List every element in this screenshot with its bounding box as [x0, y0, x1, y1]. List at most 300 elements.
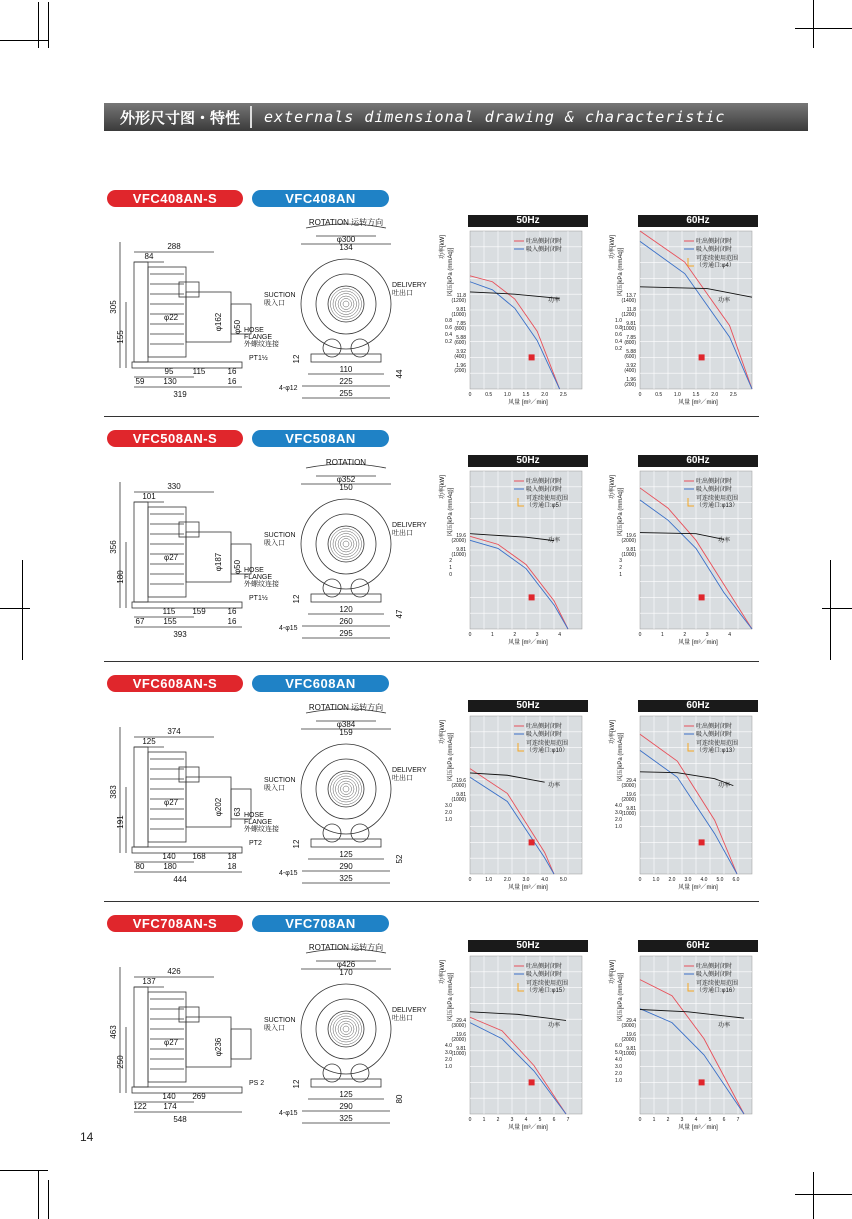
front-base: [311, 594, 381, 602]
power-tick-label: 1.0: [445, 817, 452, 823]
power-tick-label: 3.0: [615, 810, 622, 816]
dim-base2: 225: [339, 377, 353, 386]
y-tick-label: (200): [624, 382, 636, 388]
operating-point: [699, 354, 705, 360]
y-tick-label: 7.85: [456, 321, 466, 327]
base-plate: [132, 847, 242, 853]
dim-h2: 180: [116, 570, 125, 584]
side-impeller-housing: [148, 267, 186, 357]
dim-base1: 125: [339, 1090, 353, 1099]
flange-label: FLANGE: [244, 574, 273, 581]
legend-label: 吐出侧封闭时: [696, 724, 733, 730]
x-tick-label: 0: [638, 1117, 642, 1123]
rotation-label: ROTATION 运转方向: [308, 218, 384, 227]
y-tick-label: 5.88: [456, 335, 466, 341]
range-label: 可连续使用范围: [526, 496, 569, 502]
x-tick-label: 3: [705, 632, 709, 638]
x-tick-label: 2.5: [729, 392, 737, 398]
power-tick-label: 6.0: [615, 1043, 622, 1049]
dimensional-drawing-wrap: [104, 452, 434, 657]
power-axis-label: 功率[kW]: [610, 720, 616, 744]
x-tick-label: 1.5: [522, 392, 530, 398]
thread-label: 外螺纹连接: [244, 826, 279, 833]
y-tick-label: 19.6: [456, 533, 466, 539]
legend-label: 吸入侧封闭时: [526, 732, 563, 738]
y-tick-label: (2000): [621, 797, 636, 803]
dim-width-top: 330: [167, 482, 181, 491]
crop-mark: [48, 1180, 49, 1219]
power-tick-label: 2.0: [615, 817, 622, 823]
y-tick-label: 29.4: [626, 778, 636, 784]
y-tick-label: 19.6: [626, 1032, 636, 1038]
base-plate: [132, 602, 242, 608]
x-tick-label: 3.0: [522, 877, 530, 883]
range-label: 可连续使用范围: [696, 741, 739, 747]
side-housing: [134, 502, 148, 602]
range-label: 可连续使用范围: [696, 256, 739, 262]
dim-foot: 47: [395, 609, 404, 619]
page-number: 14: [80, 1130, 94, 1144]
legend-label: 吸入侧封闭时: [526, 972, 563, 978]
y-tick-label: (400): [454, 354, 466, 360]
dim-width-top: 374: [167, 727, 181, 736]
front-housing: [301, 984, 391, 1074]
motor-body: [186, 1017, 231, 1067]
dim-left-top: 84: [144, 252, 154, 261]
header-title-en: externals dimensional drawing & characteristic: [264, 108, 726, 126]
dim-c2: 174: [163, 1102, 177, 1111]
crop-mark: [813, 1172, 814, 1219]
side-housing: [134, 747, 148, 847]
y-tick-label: 19.6: [456, 778, 466, 784]
hose-label: HOSE: [244, 567, 264, 574]
dim-base2: 290: [339, 1102, 353, 1111]
dim-base3: 295: [339, 629, 353, 638]
y-tick-label: (2000): [451, 1037, 466, 1043]
x-tick-label: 4: [558, 632, 561, 638]
dim-base3: 255: [339, 389, 353, 398]
legend-label: 吸入侧封闭时: [696, 487, 733, 493]
dimensional-drawing-wrap: [104, 937, 434, 1142]
rotation-label: ROTATION 运转方向: [308, 703, 384, 712]
x-axis-label: 风量 [m³／min]: [678, 885, 718, 891]
pt-label: PT1½: [249, 595, 268, 602]
legend-label: 吐出侧封闭时: [696, 479, 733, 485]
y-tick-label: (1000): [451, 1051, 466, 1057]
power-tick-label: 1.0: [615, 318, 622, 324]
power-tick-label: 0.2: [445, 339, 452, 345]
legend-label: 吐出侧封闭时: [696, 239, 733, 245]
legend-label: 吐出侧封闭时: [696, 964, 733, 970]
model-s-badge: VFC508AN-S: [107, 430, 243, 447]
power-tick-label: 0.2: [615, 346, 622, 352]
x-tick-label: 2: [513, 632, 517, 638]
crop-mark: [830, 560, 831, 660]
operating-point: [529, 354, 535, 360]
crop-mark: [38, 1170, 39, 1219]
pt-label: PT1½: [249, 355, 268, 362]
dim-outer-dia: φ300: [336, 235, 356, 244]
x-tick-label: 2.0: [541, 392, 549, 398]
dim-base2: 290: [339, 862, 353, 871]
chart-plot: [468, 952, 588, 1145]
dim-c1: 122: [133, 1102, 147, 1111]
y-tick-label: (1000): [621, 552, 636, 558]
legend-label: 吐出侧封闭时: [526, 479, 563, 485]
range-label: 可连续使用范围: [526, 981, 569, 987]
chart-axis-labels: [608, 227, 640, 420]
legend-label: 吸入侧封闭时: [696, 732, 733, 738]
y-tick-label: (400): [624, 368, 636, 374]
power-label: 功率: [718, 298, 731, 305]
range-label: （旁通口:φ10）: [526, 748, 569, 754]
dim-v12: 12: [292, 354, 301, 364]
x-tick-label: 3: [680, 1117, 684, 1123]
pressure-axis-label: 风压[kPa (mmAq)]: [448, 972, 454, 1022]
dim-center-w: 159: [339, 728, 353, 737]
dim-outer-dia: φ426: [336, 960, 356, 969]
y-tick-label: (2000): [451, 783, 466, 789]
front-housing: [301, 499, 391, 589]
x-axis-label: 风量 [m³／min]: [508, 400, 548, 406]
chart-frequency-label: 60Hz: [638, 215, 758, 227]
y-tick-label: (1000): [451, 312, 466, 318]
x-tick-label: 3.0: [684, 877, 692, 883]
x-tick-label: 4: [694, 1117, 698, 1123]
crop-mark: [0, 608, 30, 609]
dim-b1: 140: [162, 1092, 176, 1101]
dim-d1: φ162: [214, 312, 223, 332]
x-tick-label: 2: [496, 1117, 500, 1123]
dim-pipe: φ27: [164, 798, 179, 807]
delivery-cn-label: 吐出口: [392, 530, 413, 537]
power-tick-label: 0.8: [615, 325, 622, 331]
y-tick-label: (2000): [451, 538, 466, 544]
legend-label: 吸入侧封闭时: [696, 247, 733, 253]
performance-chart: [638, 215, 758, 420]
crop-mark: [0, 1170, 48, 1171]
power-tick-label: 3.0: [615, 1064, 622, 1070]
dim-pipe: φ27: [164, 553, 179, 562]
chart-axis-labels: [438, 712, 470, 905]
section-header-bar: [104, 103, 808, 131]
pressure-axis-label: 风压[kPa (mmAq)]: [618, 732, 624, 782]
x-axis-label: 风量 [m³／min]: [508, 640, 548, 646]
dim-base1: 110: [339, 365, 353, 374]
y-tick-label: 11.8: [626, 307, 636, 313]
front-base: [311, 354, 381, 362]
suction-label: SUCTION: [264, 1017, 296, 1024]
y-tick-label: (800): [624, 340, 636, 346]
dim-pipe: φ27: [164, 1038, 179, 1047]
dim-c1: 59: [135, 377, 145, 386]
y-tick-label: 9.81: [456, 1046, 466, 1052]
dim-left-top: 137: [142, 977, 156, 986]
delivery-label: DELIVERY: [392, 282, 427, 289]
front-housing: [301, 744, 391, 834]
chart-frequency-label: 50Hz: [468, 455, 588, 467]
suction-label: SUCTION: [264, 532, 296, 539]
pressure-axis-label: 风压[kPa (mmAq)]: [618, 247, 624, 297]
dim-b2: 269: [192, 1092, 206, 1101]
x-axis-label: 风量 [m³／min]: [678, 1125, 718, 1131]
dim-left-top: 101: [142, 492, 156, 501]
side-housing: [134, 987, 148, 1087]
x-tick-label: 6.0: [732, 877, 740, 883]
x-tick-label: 1: [661, 632, 664, 638]
y-tick-label: (200): [454, 368, 466, 374]
rotation-label: ROTATION 运转方向: [308, 943, 384, 952]
x-tick-label: 0: [638, 632, 642, 638]
x-tick-label: 4.0: [700, 877, 708, 883]
power-tick-label: 4.0: [445, 1043, 452, 1049]
dim-b1: 140: [162, 852, 176, 861]
x-tick-label: 0.5: [485, 392, 493, 398]
model-s-badge: VFC408AN-S: [107, 190, 243, 207]
hose-label: HOSE: [244, 812, 264, 819]
y-tick-label: 9.81: [626, 806, 636, 812]
y-tick-label: (1000): [621, 1051, 636, 1057]
power-label: 功率: [718, 783, 731, 790]
model-badge: VFC508AN: [252, 430, 389, 447]
range-label: 可连续使用范围: [526, 741, 569, 747]
dim-bolt: 4-φ15: [279, 625, 298, 632]
dim-outer-dia: φ384: [336, 720, 356, 729]
crop-mark: [822, 608, 852, 609]
dim-b2: 159: [192, 607, 206, 616]
legend-label: 吸入侧封闭时: [696, 972, 733, 978]
model-badge: VFC608AN: [252, 675, 389, 692]
side-impeller-housing: [148, 752, 186, 842]
chart-axis-labels: [438, 227, 470, 420]
thread-label: 外螺纹连接: [244, 341, 279, 348]
range-label: （旁通口:φ13）: [696, 503, 739, 509]
power-tick-label: 3: [619, 558, 622, 564]
dim-base2: 260: [339, 617, 353, 626]
x-axis-label: 风量 [m³／min]: [678, 400, 718, 406]
pt-label: PT2: [249, 840, 262, 847]
operating-point: [529, 594, 535, 600]
hose-label: HOSE: [244, 327, 264, 334]
x-tick-label: 6: [552, 1117, 556, 1123]
dim-c2: 180: [163, 862, 177, 871]
performance-chart: [638, 940, 758, 1145]
x-tick-label: 3: [510, 1117, 514, 1123]
dim-outer-dia: φ352: [336, 475, 356, 484]
power-label: 功率: [548, 1023, 561, 1030]
dimensional-drawing: [104, 452, 434, 652]
y-tick-label: 13.7: [626, 293, 636, 299]
dimensional-drawing-wrap: [104, 212, 434, 417]
y-tick-label: (3000): [451, 1023, 466, 1029]
pressure-axis-label: 风压[kPa (mmAq)]: [448, 247, 454, 297]
crop-mark: [813, 0, 814, 48]
base-plate: [132, 362, 242, 368]
power-tick-label: 3.0: [445, 1050, 452, 1056]
suction-label: SUCTION: [264, 777, 296, 784]
delivery-label: DELIVERY: [392, 767, 427, 774]
x-tick-label: 3: [535, 632, 539, 638]
power-axis-label: 功率[kW]: [610, 960, 616, 984]
chart-axis-labels: [438, 467, 470, 660]
dim-b1: 115: [162, 607, 176, 616]
power-tick-label: 2: [619, 565, 622, 571]
x-tick-label: 1: [482, 1117, 486, 1123]
motor-body: [186, 292, 231, 342]
power-tick-label: 4.0: [615, 1057, 622, 1063]
dim-d2: 63: [233, 807, 242, 817]
power-axis-label: 功率[kW]: [610, 235, 616, 259]
x-tick-label: 0: [468, 877, 472, 883]
power-tick-label: 1: [449, 565, 452, 571]
dimensional-drawing: [104, 697, 434, 897]
motor-body: [186, 777, 231, 827]
dim-h2: 155: [116, 330, 125, 344]
chart-frequency-label: 50Hz: [468, 215, 588, 227]
power-label: 功率: [718, 538, 731, 545]
suction-label: SUCTION: [264, 292, 296, 299]
power-tick-label: 0: [449, 572, 452, 578]
dimensional-drawing: [104, 212, 434, 412]
performance-chart: [468, 215, 588, 420]
pressure-axis-label: 风压[kPa (mmAq)]: [618, 972, 624, 1022]
range-label: （旁通口:φ15）: [526, 988, 569, 994]
dim-base1: 120: [339, 605, 353, 614]
performance-chart: [468, 940, 588, 1145]
y-tick-label: 19.6: [626, 792, 636, 798]
y-tick-label: (1200): [451, 298, 466, 304]
y-tick-label: (1400): [621, 298, 636, 304]
x-tick-label: 0: [638, 392, 642, 398]
rotation-label: ROTATION: [325, 458, 367, 467]
dim-b4: 16: [227, 377, 237, 386]
chart-axis-labels: [608, 467, 640, 660]
section-divider: [104, 661, 759, 662]
x-tick-label: 0: [468, 632, 472, 638]
y-tick-label: 3.92: [456, 349, 466, 355]
dim-v12: 12: [292, 1079, 301, 1089]
dim-pipe: φ22: [164, 313, 179, 322]
power-tick-label: 2.0: [445, 1057, 452, 1063]
x-tick-label: 5.0: [716, 877, 724, 883]
dim-center-w: 150: [339, 483, 353, 492]
x-tick-label: 2: [683, 632, 687, 638]
model-s-badge: VFC608AN-S: [107, 675, 243, 692]
x-tick-label: 0.5: [655, 392, 663, 398]
model-badge: VFC408AN: [252, 190, 389, 207]
y-tick-label: (1000): [621, 326, 636, 332]
x-tick-label: 1: [491, 632, 494, 638]
performance-chart: [638, 455, 758, 660]
side-housing: [134, 262, 148, 362]
dim-total: 393: [173, 630, 187, 639]
chart-frequency-label: 60Hz: [638, 455, 758, 467]
power-tick-label: 0.6: [615, 332, 622, 338]
dim-c1: 80: [135, 862, 145, 871]
legend-label: 吸入侧封闭时: [526, 487, 563, 493]
range-label: 可连续使用范围: [696, 981, 739, 987]
suction-cn-label: 吸入口: [264, 785, 285, 792]
power-tick-label: 5.0: [615, 1050, 622, 1056]
x-tick-label: 2: [666, 1117, 670, 1123]
suction-cn-label: 吸入口: [264, 1025, 285, 1032]
performance-chart: [638, 700, 758, 905]
model-badge: VFC708AN: [252, 915, 389, 932]
legend-label: 吐出侧封闭时: [526, 964, 563, 970]
dim-v12: 12: [292, 839, 301, 849]
delivery-label: DELIVERY: [392, 1007, 427, 1014]
dim-h2: 250: [116, 1055, 125, 1069]
x-tick-label: 1.0: [673, 392, 681, 398]
pressure-axis-label: 风压[kPa (mmAq)]: [448, 487, 454, 537]
y-tick-label: 11.8: [456, 293, 466, 299]
power-axis-label: 功率[kW]: [440, 475, 446, 499]
suction-cn-label: 吸入口: [264, 540, 285, 547]
power-axis-label: 功率[kW]: [440, 960, 446, 984]
operating-point: [699, 594, 705, 600]
front-base: [311, 1079, 381, 1087]
side-impeller-housing: [148, 507, 186, 597]
crop-mark: [48, 2, 49, 48]
chart-frequency-label: 50Hz: [468, 700, 588, 712]
x-tick-label: 0: [638, 877, 642, 883]
dim-height: 463: [109, 1025, 118, 1039]
y-tick-label: 1.96: [626, 377, 636, 383]
x-tick-label: 2.0: [668, 877, 676, 883]
power-label: 功率: [548, 538, 561, 545]
dim-total: 548: [173, 1115, 187, 1124]
pressure-axis-label: 风压[kPa (mmAq)]: [618, 487, 624, 537]
power-tick-label: 1.0: [445, 1064, 452, 1070]
performance-chart: [468, 700, 588, 905]
dim-bolt: 4-φ15: [279, 1110, 298, 1117]
x-tick-label: 1.5: [692, 392, 700, 398]
legend-label: 吐出侧封闭时: [526, 724, 563, 730]
legend-label: 吸入侧封闭时: [526, 247, 563, 253]
y-tick-label: (1200): [621, 312, 636, 318]
y-tick-label: (3000): [621, 1023, 636, 1029]
chart-plot: [638, 952, 758, 1145]
header-title-cn: 外形尺寸图・特性: [120, 108, 241, 127]
dim-b2: 168: [192, 852, 206, 861]
dim-center-w: 170: [339, 968, 353, 977]
chart-plot: [468, 227, 588, 420]
y-tick-label: (3000): [621, 783, 636, 789]
x-tick-label: 6: [722, 1117, 726, 1123]
operating-point: [699, 1079, 705, 1085]
y-tick-label: 9.81: [626, 321, 636, 327]
power-tick-label: 1: [619, 572, 622, 578]
crop-mark: [38, 2, 39, 48]
dim-d1: φ187: [214, 552, 223, 572]
power-tick-label: 1.0: [615, 824, 622, 830]
y-tick-label: (800): [454, 326, 466, 332]
crop-mark: [795, 1194, 852, 1195]
chart-plot: [468, 712, 588, 905]
y-tick-label: 3.92: [626, 363, 636, 369]
chart-axis-labels: [608, 712, 640, 905]
model-s-badge: VFC708AN-S: [107, 915, 243, 932]
x-tick-label: 1.0: [503, 392, 511, 398]
crop-mark: [795, 28, 852, 29]
chart-plot: [638, 227, 758, 420]
dimensional-drawing-wrap: [104, 697, 434, 902]
dim-c1: 67: [135, 617, 145, 626]
dim-d2: φ50: [233, 319, 242, 335]
x-tick-label: 5.0: [559, 877, 567, 883]
dim-height: 305: [109, 300, 118, 314]
power-tick-label: 2.0: [445, 810, 452, 816]
